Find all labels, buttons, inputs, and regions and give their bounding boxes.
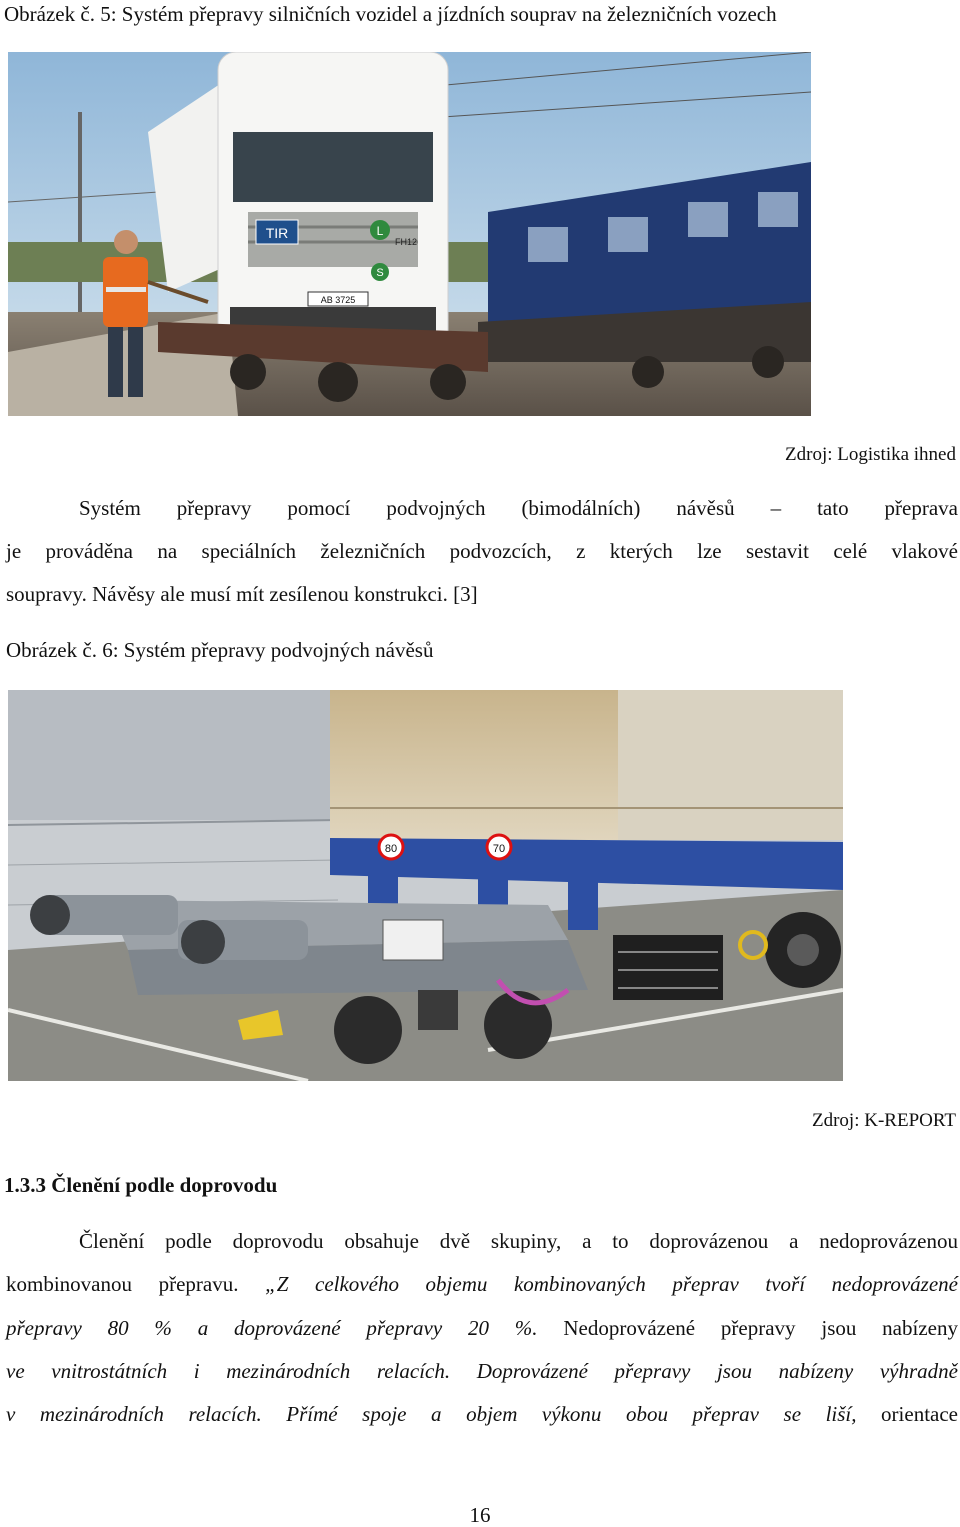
license-plate-text: AB 3725 [320, 295, 356, 305]
paragraph-2-line-4: ve vnitrostátních i mezinárodních relacích. Doprovázené přepravy jsou nabízeny výhradně [6, 1359, 958, 1383]
paragraph-2-line-3 [6, 1316, 958, 1340]
speed-sign-80-text: 80 [384, 843, 398, 855]
paragraph-2-line-3-quote: přepravy 80 % a doprovázené přepravy 20 %. [6, 1316, 538, 1340]
paragraph-1-line-3: soupravy. Návěsy ale musí mít zesílenou konstrukci. [3] [6, 582, 478, 606]
figure-5-source: Zdroj: Logistika ihned [785, 444, 956, 465]
paragraph-2-line-1: Členění podle doprovodu obsahuje dvě skupiny, a to doprovázenou a nedoprovázenou [79, 1229, 958, 1253]
s-badge-text: S [376, 267, 384, 279]
paragraph-2-line-2-quote: „Z celkového objemu kombinovaných přeprav tvoří nedoprovázené [265, 1272, 958, 1296]
paragraph-2-line-2 [6, 1272, 958, 1296]
paragraph-1-line-2: je prováděna na speciálních železničních podvozcích, z kterých lze sestavit celé vlakové [6, 539, 958, 563]
paragraph-2-line-2-plain: kombinovanou přepravu. [6, 1272, 266, 1296]
l-badge-text: L [376, 224, 384, 238]
figure-6-photo [8, 690, 843, 1081]
section-heading: 1.3.3 Členění podle doprovodu [4, 1173, 278, 1197]
speed-sign-70-text: 70 [492, 843, 506, 855]
paragraph-2-line-5-plain: orientace [856, 1402, 958, 1426]
figure-6-caption: Obrázek č. 6: Systém přepravy podvojných návěsů [6, 638, 434, 662]
paragraph-2-line-5 [6, 1402, 958, 1426]
model-text: FH12 [394, 237, 418, 247]
page-number: 16 [469, 1503, 491, 1527]
paragraph-2-line-5-quote: v mezinárodních relacích. Přímé spoje a objem výkonu obou přeprav se liší, [6, 1402, 857, 1426]
figure-5-photo [8, 52, 811, 416]
paragraph-2-line-3-plain: Nedoprovázené přepravy jsou nabízeny [537, 1316, 958, 1340]
figure-6-source: Zdroj: K-REPORT [812, 1110, 956, 1131]
figure-5-caption: Obrázek č. 5: Systém přepravy silničních vozidel a jízdních souprav na železničních vozech [4, 2, 777, 26]
paragraph-1-line-1: Systém přepravy pomocí podvojných (bimodálních) návěsů – tato přeprava [79, 496, 958, 520]
tir-plate-text: TIR [265, 225, 289, 241]
